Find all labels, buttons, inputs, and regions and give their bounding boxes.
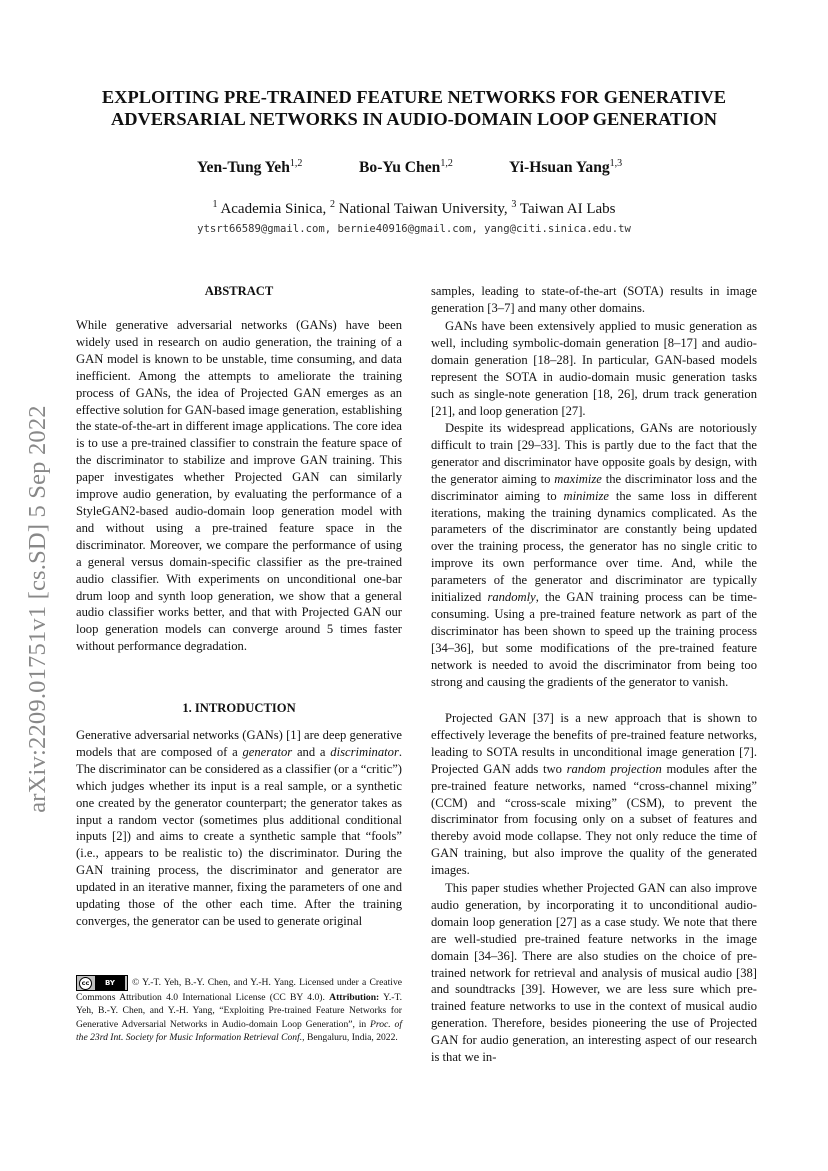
intro-p1-seg: . The discriminator can be considered as a classifier (or a “critic”) which judges whether its input is a real sample, or a synthetic one created by the generator counterpart; the generator takes as input a random vector (sometimes plus additional conditional inputs [2]) and aims to create a synthetic sample that “fools” (i.e., appears to be realistic to) the discriminator. During the GAN training process, the discriminator and generator are updated in an iterative manner, fixing the parameters of one and updating those of the other each time. After the training converges, the generator can be used to generate original [76,744,403,928]
intro-p1-seg-italic: discriminator [330,744,399,759]
author-1 [197,158,302,177]
intro-p3-seg-italic: maximize [554,471,602,486]
intro-p3-seg-italic: minimize [563,488,609,503]
affiliations [76,199,752,218]
arxiv-identifier-text: arXiv:2209.01751v1 [cs.SD] 5 Sep 2022 [24,405,51,813]
author-2-name: Bo-Yu Chen [359,159,441,177]
affil-2-sup: 2 [329,199,335,210]
intro-paragraph-5: This paper studies whether Projected GAN can also improve audio generation, by incorporating it to unconditional audio-domain loop generation [27] as a case study. We note that there are well-studied pre-trained feature networks in the image domain [34–36]. There are also studies on the choice of pre-trained network for retrieval and analysis of musical audio [38] and soundtracks [39]. However, we are less sure which pre-trained feature networks to use in the context of musical audio generation. Therefore, besides pioneering the use of Projected GAN for audio generation, an interesting aspect of our research is that we in- [431,881,757,1065]
intro-p1-seg: Generative adversarial networks (GANs) [1] are deep generative models that are composed of a [76,728,402,759]
abstract-heading: ABSTRACT [204,284,274,298]
intro-paragraph-3 [431,420,757,691]
author-3-name: Yi-Hsuan Yang [509,159,610,177]
abstract-text: While generative adversarial networks (GANs) have been widely used in research on audio generation, the training of a GAN model is known to be unstable, time consuming, and data inefficient. Among the attempts to ameliorate the training process of GANs, the idea of Projected GAN emerges as an effective solution for GAN-based image generation, establishing the state-of-the-art in different image applications. The core idea is to use a pre-trained classifier to constrain the feature space of the discriminator to stabilize and improve GAN training. This paper investigates whether Projected GAN can similarly improve audio generation, by evaluating the performance of a StyleGAN2-based audio-domain loop generation model with and without using a pre-trained feature space in the discriminator. Moreover, we compare the performance of using a general versus domain-specific classifier as the pre-trained audio classifier. With experiments on unconditional one-bar drum loop and synth loop generation, we show that a general audio classifier works better, and that with Projected GAN our loop generation models can converge around 5 times faster without performance degradation. [76,318,402,654]
author-2-affil: 1,2 [440,158,453,169]
license-text: © Y.-T. Yeh, B.-Y. Chen, and Y.-H. Yang. Licensed under a Creative Commons Attribution 4.0 International License (CC BY 4.0). [76,977,402,1003]
introduction-heading: 1. INTRODUCTION [182,701,296,715]
intro-p3-seg: , the GAN training process can be time-consuming. Using a pre-trained feature network as part of the discriminator has been shown to speed up the training process [34–36], but some modifications of the pre-trained feature network is needed to avoid the discriminator from being too strong and causing the gradients of the generator to vanish. [431,590,757,689]
intro-p1-seg: and a [292,744,331,759]
intro-paragraph-continued: samples, leading to state-of-the-art (SOTA) results in image generation [3–7] and many other domains. [431,284,757,315]
arxiv-identifier [10,374,66,844]
attribution-text: Y.-T. Yeh, B.-Y. Chen, and Y.-H. Yang, “Exploiting Pre-trained Feature Networks for Generative Adversarial Networks in Audio-domain Loop Generation”, in [76,992,402,1030]
author-3-affil: 1,3 [609,158,623,169]
title-line-2: ADVERSARIAL NETWORKS IN AUDIO-DOMAIN LOOP GENERATION [110,109,718,129]
venue-name: Proc. of the 23rd Int. Society for Music Information Retrieval Conf. [76,1018,402,1044]
intro-p4-seg-italic: random projection [566,761,662,776]
by-attribution-icon: BY [95,976,125,990]
intro-paragraph-1 [76,727,402,930]
intro-paragraph-4 [431,710,757,879]
affil-3-sup: 3 [511,199,517,210]
intro-p4-seg: modules after the pre-trained feature networks, named “cross-channel mixing” (CCM) and “cross-scale mixing” (CSM), to prevent the discriminator from focusing only on a subset of features and thereby avoid mode collapse. They not only reduce the time of GAN training, but also improve the quality of the generated images. [431,761,757,878]
intro-paragraph-2: GANs have been extensively applied to music generation as well, including symbolic-domain generation [8–17] and audio-domain generation [18–28]. In particular, GAN-based models represent the SOTA in audio-domain music generation tasks such as single-note generation [18, 26], drum track generation [21], and loop generation [27]. [431,319,757,418]
author-1-affil: 1,2 [289,158,303,169]
cc-logo-icon: cc [79,977,92,990]
author-emails: ytsrt66589@gmail.com, bernie40916@gmail.com, yang@citi.sinica.edu.tw [197,223,631,235]
intro-p3-seg: the discriminator loss and the discriminator aiming to [431,471,757,503]
venue-location: , Bengaluru, India, 2022. [302,1032,398,1044]
affil-2: National Taiwan University, [334,201,512,217]
author-3 [509,158,622,177]
intro-p3-seg: Despite its widespread applications, GANs are notoriously difficult to train [29–33]. This is partly due to the fact that the generator and discriminator have opposite goals by design, with the generator aiming to [431,421,757,486]
affil-1-sup: 1 [212,199,218,210]
intro-p4-seg: Projected GAN [37] is a new approach that is shown to effectively leverage the benefits of pre-trained feature networks, leading to SOTA results in unconditional image generation [7]. Projected GAN adds two [431,711,757,776]
title-line-1: EXPLOITING PRE-TRAINED FEATURE NETWORKS FOR GENERATIVE [101,87,727,107]
paper-title [76,86,752,130]
intro-p3-seg: the same loss in different iterations, making the training dynamics complicated. As the parameters of the discriminator are constantly being updated over the training process, the generator has no single critic to improve its own performance over time. And, while the parameters of the generator and discriminator are typically initialized [431,488,757,605]
affil-1: Academia Sinica, [217,201,330,217]
intro-p3-seg-italic: randomly [487,590,536,605]
author-1-name: Yen-Tung Yeh [197,159,290,177]
author-2 [359,158,453,177]
attribution-label: Attribution: [329,992,380,1003]
intro-p1-seg-italic: generator [242,744,293,759]
affil-3: Taiwan AI Labs [516,201,616,217]
cc-by-license-badge [76,975,128,991]
license-footnote [76,975,402,1045]
